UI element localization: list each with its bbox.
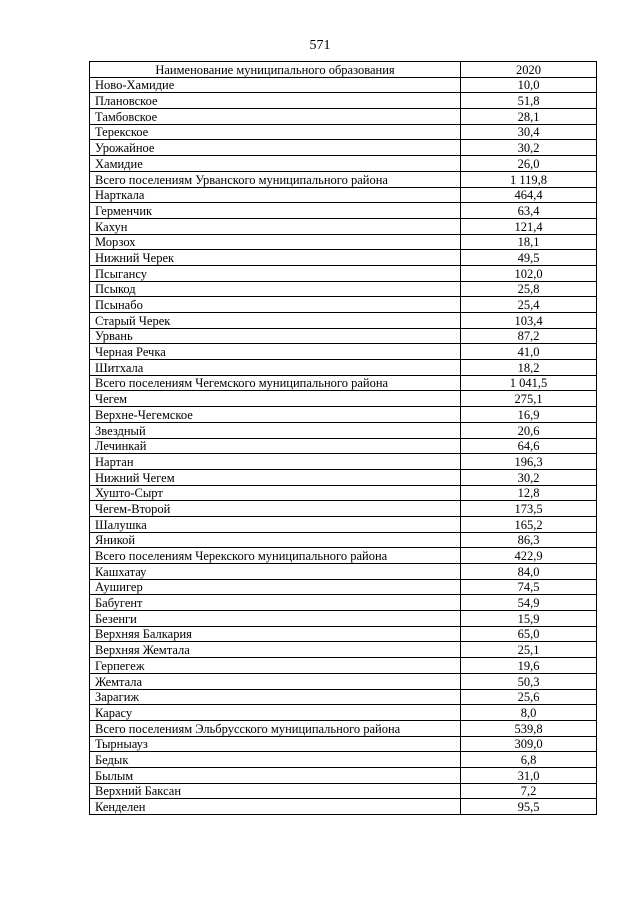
municipality-name-cell: Черная Речка: [90, 344, 461, 360]
table-row: [90, 611, 597, 627]
municipality-name-cell: Лечинкай: [90, 438, 461, 454]
table-row: [90, 501, 597, 517]
municipality-name-cell: Всего поселениям Урванского муниципального района: [90, 171, 461, 187]
value-cell: 275,1: [461, 391, 597, 407]
value-cell: 309,0: [461, 736, 597, 752]
municipality-name-cell: Аушигер: [90, 579, 461, 595]
value-cell: 18,2: [461, 360, 597, 376]
table-row: [90, 516, 597, 532]
value-cell: 173,5: [461, 501, 597, 517]
table-row: [90, 532, 597, 548]
table-row: [90, 783, 597, 799]
municipality-name-cell: Верхняя Балкария: [90, 626, 461, 642]
value-cell: 95,5: [461, 799, 597, 815]
municipality-name-cell: Всего поселениям Черекского муниципального района: [90, 548, 461, 564]
value-cell: 26,0: [461, 156, 597, 172]
value-cell: 165,2: [461, 516, 597, 532]
table-row: [90, 109, 597, 125]
value-cell: 65,0: [461, 626, 597, 642]
municipality-name-cell: Всего поселениям Эльбрусского муниципального района: [90, 720, 461, 736]
municipality-name-cell: Морзох: [90, 234, 461, 250]
municipality-name-cell: Урожайное: [90, 140, 461, 156]
value-cell: 20,6: [461, 422, 597, 438]
municipality-name-cell: Терекское: [90, 124, 461, 140]
value-cell: 86,3: [461, 532, 597, 548]
municipality-name-cell: Карасу: [90, 705, 461, 721]
table-row: [90, 265, 597, 281]
value-cell: 25,6: [461, 689, 597, 705]
table-header-row: [90, 62, 597, 78]
municipality-name-cell: Зарагиж: [90, 689, 461, 705]
table-row: [90, 454, 597, 470]
value-cell: 16,9: [461, 407, 597, 423]
value-cell: 19,6: [461, 658, 597, 674]
table-row: [90, 564, 597, 580]
municipality-name-cell: Звездный: [90, 422, 461, 438]
table-row: [90, 673, 597, 689]
table-row: [90, 579, 597, 595]
value-cell: 422,9: [461, 548, 597, 564]
table-row: [90, 485, 597, 501]
value-cell: 51,8: [461, 93, 597, 109]
value-cell: 1 041,5: [461, 375, 597, 391]
municipality-name-cell: Нижний Чегем: [90, 469, 461, 485]
value-cell: 18,1: [461, 234, 597, 250]
value-cell: 54,9: [461, 595, 597, 611]
municipality-name-cell: Бабугент: [90, 595, 461, 611]
table-row: [90, 93, 597, 109]
header-year-cell: 2020: [461, 62, 597, 78]
table-row: [90, 124, 597, 140]
value-cell: 41,0: [461, 344, 597, 360]
value-cell: 15,9: [461, 611, 597, 627]
value-cell: 121,4: [461, 218, 597, 234]
value-cell: 25,8: [461, 281, 597, 297]
table-row: [90, 140, 597, 156]
table-row: [90, 626, 597, 642]
value-cell: 103,4: [461, 313, 597, 329]
table-row: [90, 407, 597, 423]
table-row: [90, 548, 597, 564]
table-row: [90, 234, 597, 250]
table-row: [90, 187, 597, 203]
table-row: [90, 171, 597, 187]
table-row: [90, 642, 597, 658]
municipality-name-cell: Всего поселениям Чегемского муниципального района: [90, 375, 461, 391]
table-row: [90, 297, 597, 313]
municipality-name-cell: Верхний Баксан: [90, 783, 461, 799]
municipality-name-cell: Былым: [90, 767, 461, 783]
value-cell: 102,0: [461, 265, 597, 281]
value-cell: 74,5: [461, 579, 597, 595]
municipality-name-cell: Чегем-Второй: [90, 501, 461, 517]
value-cell: 539,8: [461, 720, 597, 736]
value-cell: 84,0: [461, 564, 597, 580]
table-row: [90, 344, 597, 360]
municipality-name-cell: Шалушка: [90, 516, 461, 532]
page-number: 571: [309, 38, 331, 53]
municipality-name-cell: Кенделен: [90, 799, 461, 815]
table-row: [90, 313, 597, 329]
value-cell: 8,0: [461, 705, 597, 721]
table-row: [90, 720, 597, 736]
table-row: [90, 375, 597, 391]
municipality-name-cell: Шитхала: [90, 360, 461, 376]
municipality-name-cell: Хушто-Сырт: [90, 485, 461, 501]
municipality-name-cell: Ново-Хамидие: [90, 77, 461, 93]
table-row: [90, 469, 597, 485]
table-row: [90, 752, 597, 768]
municipality-name-cell: Урвань: [90, 328, 461, 344]
table-row: [90, 438, 597, 454]
municipality-name-cell: Плановское: [90, 93, 461, 109]
municipality-name-cell: Герменчик: [90, 203, 461, 219]
value-cell: 12,8: [461, 485, 597, 501]
value-cell: 464,4: [461, 187, 597, 203]
municipality-name-cell: Верхняя Жемтала: [90, 642, 461, 658]
municipality-name-cell: Псынабо: [90, 297, 461, 313]
value-cell: 28,1: [461, 109, 597, 125]
table-row: [90, 595, 597, 611]
value-cell: 6,8: [461, 752, 597, 768]
municipality-name-cell: Нарткала: [90, 187, 461, 203]
municipal-data-table: [89, 61, 597, 815]
table-row: [90, 203, 597, 219]
municipality-name-cell: Кахун: [90, 218, 461, 234]
value-cell: 63,4: [461, 203, 597, 219]
municipality-name-cell: Жемтала: [90, 673, 461, 689]
table-body: [90, 77, 597, 814]
municipality-name-cell: Бедык: [90, 752, 461, 768]
municipality-name-cell: Яникой: [90, 532, 461, 548]
municipality-name-cell: Псыкод: [90, 281, 461, 297]
value-cell: 50,3: [461, 673, 597, 689]
value-cell: 10,0: [461, 77, 597, 93]
value-cell: 30,2: [461, 469, 597, 485]
table-row: [90, 360, 597, 376]
municipality-name-cell: Нартан: [90, 454, 461, 470]
table-row: [90, 77, 597, 93]
table-row: [90, 736, 597, 752]
municipality-name-cell: Чегем: [90, 391, 461, 407]
table-row: [90, 705, 597, 721]
table-row: [90, 250, 597, 266]
value-cell: 30,4: [461, 124, 597, 140]
municipality-name-cell: Нижний Черек: [90, 250, 461, 266]
table-row: [90, 391, 597, 407]
value-cell: 30,2: [461, 140, 597, 156]
table-row: [90, 218, 597, 234]
value-cell: 196,3: [461, 454, 597, 470]
municipality-name-cell: Старый Черек: [90, 313, 461, 329]
value-cell: 31,0: [461, 767, 597, 783]
municipality-name-cell: Верхне-Чегемское: [90, 407, 461, 423]
header-name-cell: Наименование муниципального образования: [90, 62, 461, 78]
municipality-name-cell: Безенги: [90, 611, 461, 627]
municipality-name-cell: Кашхатау: [90, 564, 461, 580]
table-row: [90, 156, 597, 172]
value-cell: 64,6: [461, 438, 597, 454]
value-cell: 25,4: [461, 297, 597, 313]
municipality-name-cell: Хамидие: [90, 156, 461, 172]
table-row: [90, 658, 597, 674]
table-row: [90, 422, 597, 438]
municipality-name-cell: Тырныауз: [90, 736, 461, 752]
value-cell: 1 119,8: [461, 171, 597, 187]
table-row: [90, 799, 597, 815]
municipality-name-cell: Тамбовское: [90, 109, 461, 125]
municipality-name-cell: Псыгансу: [90, 265, 461, 281]
table-row: [90, 767, 597, 783]
value-cell: 49,5: [461, 250, 597, 266]
value-cell: 25,1: [461, 642, 597, 658]
table-row: [90, 689, 597, 705]
value-cell: 7,2: [461, 783, 597, 799]
table-row: [90, 328, 597, 344]
municipality-name-cell: Герпегеж: [90, 658, 461, 674]
value-cell: 87,2: [461, 328, 597, 344]
table-row: [90, 281, 597, 297]
